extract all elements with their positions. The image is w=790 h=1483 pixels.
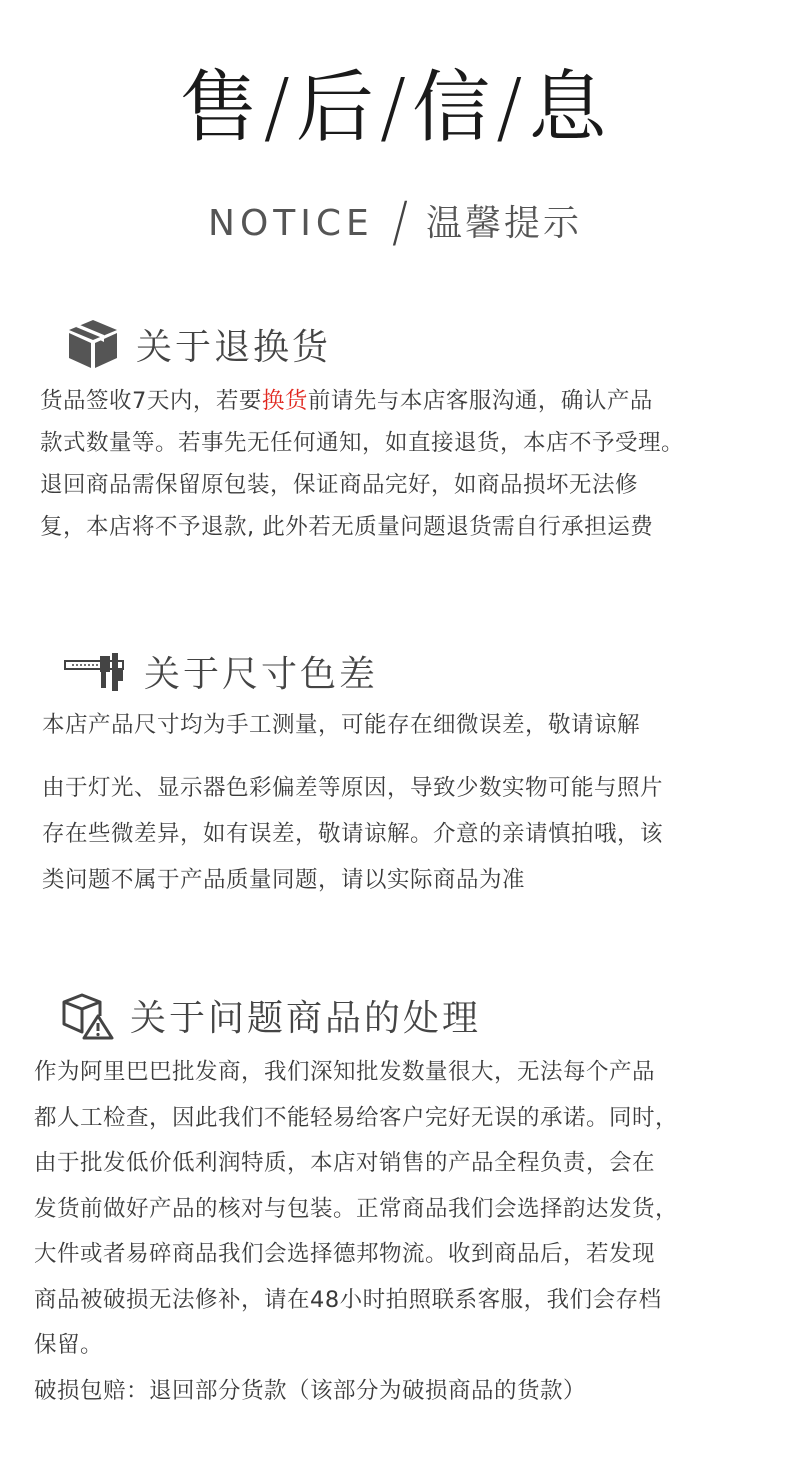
- damaged-box-warning-icon: [60, 992, 114, 1040]
- notice-separator: /: [391, 192, 408, 254]
- returns-heading: [66, 318, 331, 370]
- returns-line: 复，本店将不予退款, 此外若无质量问题退货需自行承担运费: [40, 514, 654, 540]
- highlight-text: 换货: [261, 388, 308, 414]
- returns-heading-text: 关于退换货: [136, 326, 332, 368]
- problem-line: 作为阿里巴巴批发商，我们深知批发数量很大，无法每个产品: [34, 1059, 656, 1085]
- problem-line: 破损包赔：退回部分货款（该部分为破损商品的货款）: [34, 1377, 587, 1404]
- problem-line: 商品被破损无法修补，请在48小时拍照联系客服，我们会存档: [34, 1286, 662, 1313]
- title-char: 售: [179, 63, 262, 153]
- problem-line: 都人工检查，因此我们不能轻易给客户完好无误的承诺。同时，: [34, 1104, 679, 1131]
- size-line: 类问题不属于产品质量同题，请以实际商品为准: [42, 867, 526, 893]
- size-line: 由于灯光、显示器色彩偏差等原因，导致少数实物可能与照片: [42, 775, 664, 801]
- notice-en: NOTICE: [208, 203, 374, 244]
- title-separator: /: [496, 63, 527, 153]
- notice-cn: 温馨提示: [425, 203, 582, 244]
- size-text-1: [42, 706, 640, 744]
- problem-line: 发货前做好产品的核对与包装。正常商品我们会选择韵达发货，: [34, 1195, 679, 1222]
- problem-heading-text: 关于问题商品的处理: [130, 998, 482, 1039]
- title-char: 息: [528, 63, 611, 153]
- size-text-2: [42, 765, 663, 903]
- returns-line: 货品签收7天内，若要换货前请先与本店客服沟通，确认产品: [40, 388, 653, 414]
- title-char: 后: [295, 63, 378, 153]
- caliper-icon: [64, 652, 128, 692]
- problem-text: [34, 1050, 678, 1414]
- title-separator: /: [379, 63, 411, 153]
- problem-heading: [60, 990, 481, 1041]
- problem-line: 保留。: [34, 1332, 104, 1358]
- problem-line: 大件或者易碎商品我们会选择德邦物流。收到商品后，若发现: [34, 1241, 656, 1267]
- returns-line: 退回商品需保留原包装，保证商品完好，如商品损坏无法修: [40, 472, 639, 498]
- returns-line: 款式数量等。若事先无任何通知，如直接退货，本店不予受理。: [40, 430, 685, 456]
- title-char: 信: [412, 63, 495, 153]
- size-line: 存在些微差异，如有误差，敬请谅解。介意的亲请慎拍哦，该: [42, 821, 664, 847]
- box-icon: [66, 318, 120, 370]
- size-line: 本店产品尺寸均为手工测量，可能存在细微误差，敬请谅解: [42, 712, 641, 738]
- notice-subtitle: [0, 192, 790, 254]
- size-heading: [64, 646, 378, 697]
- size-heading-text: 关于尺寸色差: [144, 654, 379, 695]
- returns-text: [40, 380, 684, 548]
- problem-line: 由于批发低价低利润特质，本店对销售的产品全程负责，会在: [34, 1150, 656, 1176]
- page-title: [0, 58, 790, 158]
- title-separator: /: [263, 63, 294, 153]
